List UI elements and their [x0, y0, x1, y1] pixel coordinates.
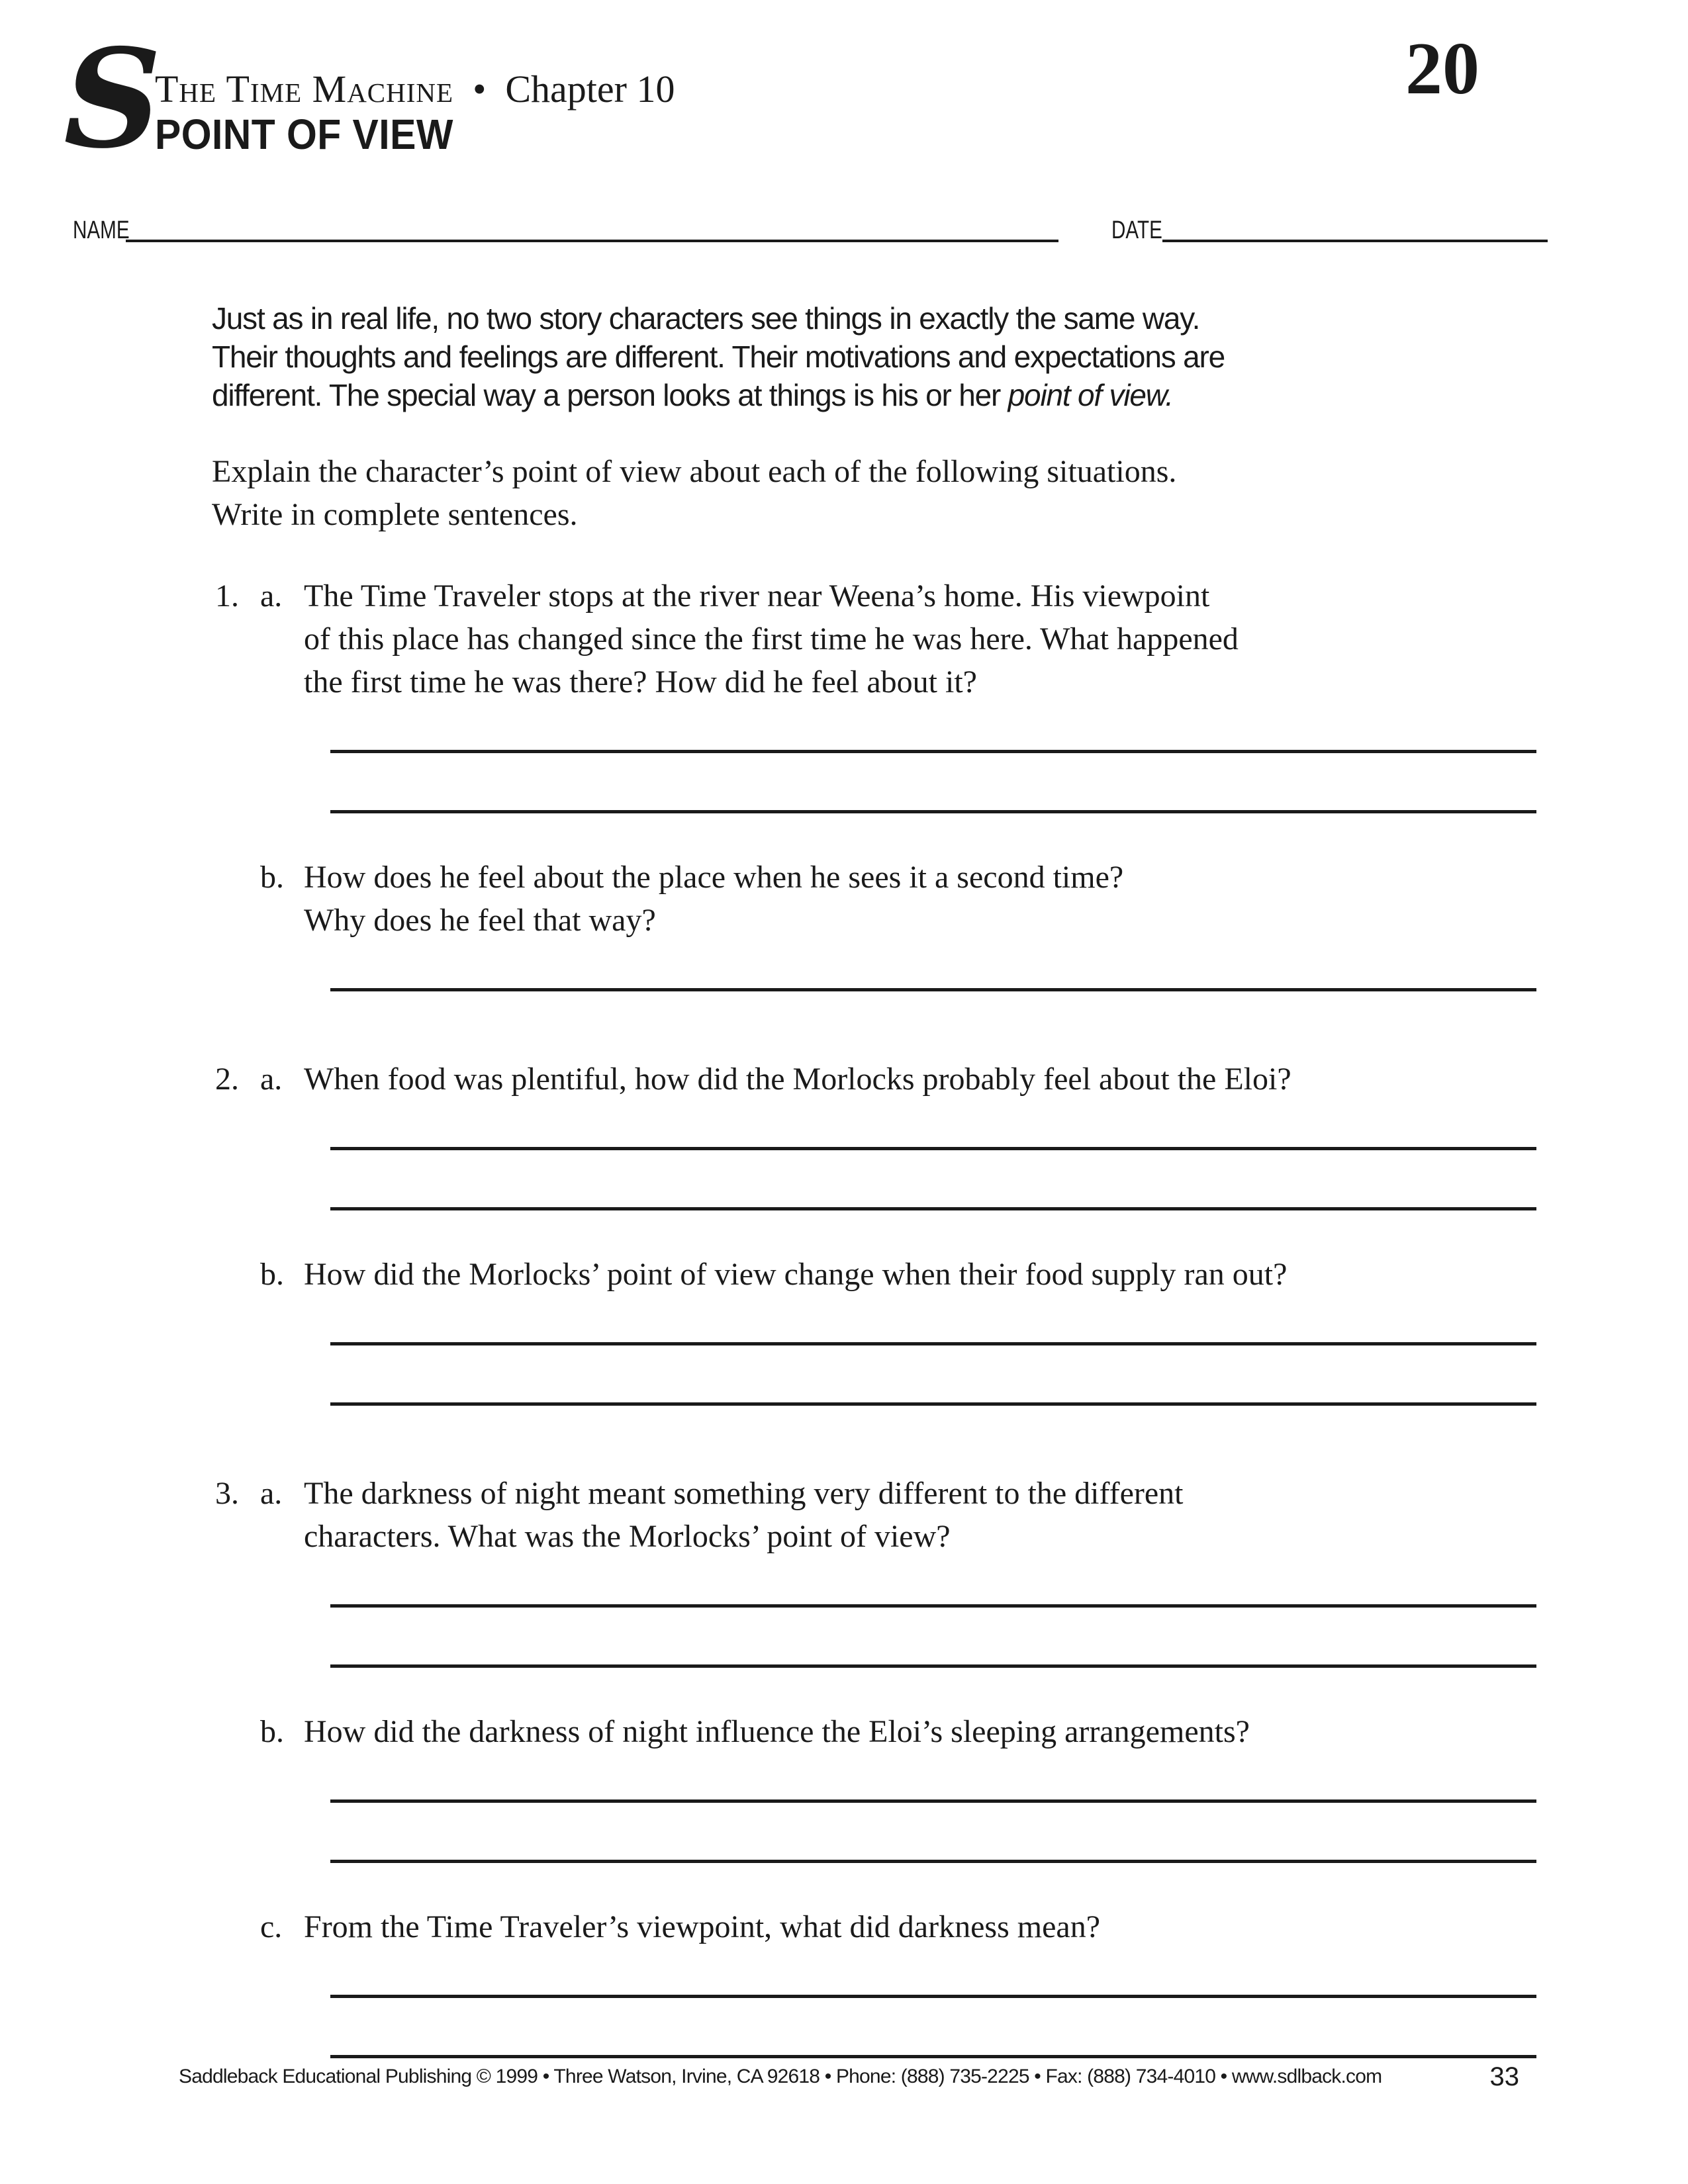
- question-part: [215, 856, 1688, 991]
- intro-paragraph: [212, 299, 1542, 414]
- question-text-line: The darkness of night meant something very different to the different: [304, 1476, 1184, 1511]
- publisher-info: Saddleback Educational Publishing © 1999 • Three Watson, Irvine, CA 92618 • Phone: (888) 735-2225 • Fax: (888) 734-4010 • www.sdlback.com: [179, 2066, 1382, 2087]
- question-part: [215, 574, 1688, 813]
- instructions-line: Write in complete sentences.: [212, 497, 578, 532]
- question-part: [215, 1710, 1688, 1863]
- answer-writing-line[interactable]: [330, 1995, 1536, 1998]
- title-separator-dot2: [486, 68, 496, 111]
- book-title: The Time Machine: [155, 68, 454, 111]
- worksheet-number: 20: [1405, 28, 1479, 110]
- question-body: [304, 1905, 1565, 2058]
- answer-writing-line[interactable]: [330, 988, 1536, 991]
- question-body: [304, 856, 1565, 991]
- question-letter: a.: [260, 1062, 283, 1097]
- question-text-line: How does he feel about the place when he sees it a second time?: [304, 860, 1124, 895]
- intro-line: [212, 376, 1542, 414]
- answer-writing-line[interactable]: [330, 1342, 1536, 1345]
- answer-writing-line[interactable]: [330, 1664, 1536, 1668]
- question-text-line: The Time Traveler stops at the river near Weena’s home. His viewpoint: [304, 578, 1210, 614]
- name-date-row: [73, 217, 1548, 244]
- question-part: [215, 1058, 1688, 1210]
- questions-list: [0, 574, 1688, 2058]
- answer-writing-line[interactable]: [330, 1860, 1536, 1863]
- question-letter: a.: [260, 1476, 283, 1511]
- answer-writing-line[interactable]: [330, 810, 1536, 813]
- chapter-label: Chapter 10: [505, 68, 675, 111]
- question-letter: a.: [260, 578, 283, 614]
- title-separator-dot: [463, 68, 473, 111]
- book-title-line: [155, 69, 675, 110]
- answer-writing-line[interactable]: [330, 1207, 1536, 1210]
- question-text-line: How did the darkness of night influence the Eloi’s sleeping arrangements?: [304, 1714, 1250, 1749]
- worksheet-body: [0, 299, 1688, 2058]
- name-writing-line[interactable]: [126, 240, 1059, 242]
- date-label: DATE: [1111, 216, 1163, 244]
- question-part: [215, 1253, 1688, 1406]
- decorative-s-glyph: S: [64, 20, 162, 179]
- question-number: [215, 1253, 260, 1406]
- intro-line: Just as in real life, no two story characters see things in exactly the same way.: [212, 301, 1200, 336]
- intro-line-italic-term: point of view.: [1008, 378, 1173, 412]
- question-number: 3.: [215, 1476, 239, 1511]
- intro-line-text: different. The special way a person looks at things is his or her: [212, 378, 1008, 412]
- question-part: [215, 1472, 1688, 1668]
- date-writing-line[interactable]: [1162, 240, 1548, 242]
- answer-writing-line[interactable]: [330, 1799, 1536, 1803]
- question-number: 1.: [215, 578, 239, 614]
- worksheet-title: POINT OF VIEW: [155, 111, 453, 158]
- instructions-line: Explain the character’s point of view about each of the following situations.: [212, 454, 1177, 489]
- question-text-line: How did the Morlocks’ point of view change when their food supply ran out?: [304, 1257, 1288, 1292]
- question-letter: b.: [260, 860, 284, 895]
- question-text-line: of this place has changed since the first time he was here. What happened: [304, 621, 1239, 657]
- question-text-line: the first time he was there? How did he feel about it?: [304, 664, 977, 700]
- question-letter: c.: [260, 1909, 283, 1944]
- question-text-line: Why does he feel that way?: [304, 903, 656, 938]
- answer-writing-line[interactable]: [330, 1604, 1536, 1608]
- question-body: [304, 1058, 1565, 1210]
- question-text-line: From the Time Traveler’s viewpoint, what did darkness mean?: [304, 1909, 1100, 1944]
- answer-writing-line[interactable]: [330, 1147, 1536, 1150]
- question-number: [215, 1710, 260, 1863]
- page-number: 33: [1489, 2062, 1519, 2091]
- answer-writing-line[interactable]: [330, 1402, 1536, 1406]
- header-title-block: [155, 69, 675, 156]
- answer-writing-line[interactable]: [330, 750, 1536, 753]
- name-label: NAME: [73, 216, 130, 244]
- question-number: [215, 1905, 260, 2058]
- question-letter: b.: [260, 1257, 284, 1292]
- question-letter: b.: [260, 1714, 284, 1749]
- question-number: 2.: [215, 1062, 239, 1097]
- question-number: [215, 856, 260, 991]
- question-body: [304, 1253, 1565, 1406]
- question-body: [304, 1472, 1565, 1668]
- instructions-paragraph: [212, 450, 1688, 536]
- intro-line: Their thoughts and feelings are different. Their motivations and expectations are: [212, 340, 1225, 374]
- separator: •: [473, 68, 487, 111]
- question-part: [215, 1905, 1688, 2058]
- question-text-line: characters. What was the Morlocks’ point of view?: [304, 1519, 951, 1554]
- question-body: [304, 1710, 1565, 1863]
- question-text-line: When food was plentiful, how did the Morlocks probably feel about the Eloi?: [304, 1062, 1291, 1097]
- answer-writing-line[interactable]: [330, 2055, 1536, 2058]
- page-footer: [179, 2064, 1519, 2090]
- question-body: [304, 574, 1565, 813]
